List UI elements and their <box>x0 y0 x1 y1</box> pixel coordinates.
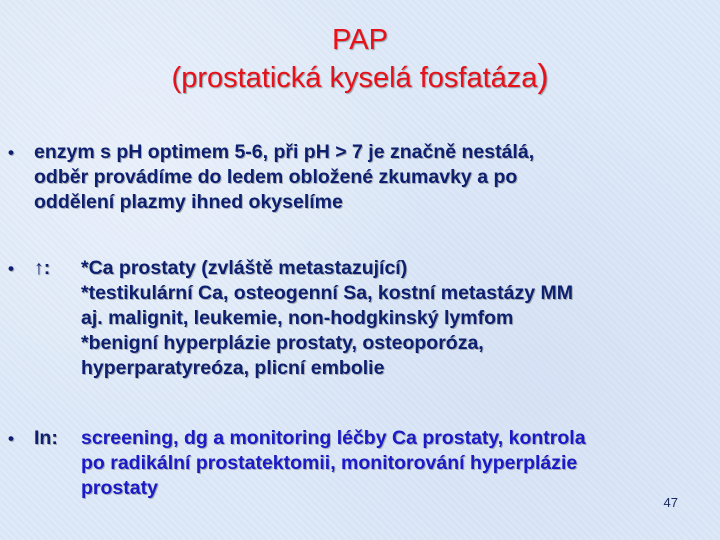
bullet-increased <box>8 256 708 381</box>
bullet-text <box>81 426 708 501</box>
bullet-text <box>34 140 708 215</box>
bullet-line: prostaty <box>81 477 158 499</box>
slide-title <box>0 22 720 96</box>
title-line-2 <box>0 58 720 96</box>
title-line-1: PAP <box>332 24 388 56</box>
bullet-line: oddělení plazmy ihned okyselíme <box>34 191 343 213</box>
indication-label: In: <box>34 427 58 449</box>
bullet-indications <box>8 426 708 501</box>
bullet-line: screening, dg a monitoring léčby Ca prostaty, kontrola <box>81 427 586 449</box>
bullet-line: odběr provádíme do ledem obložené zkumavky a po <box>34 166 518 188</box>
bullet-line: aj. malignit, leukemie, non-hodgkinský lymfom <box>81 307 514 329</box>
page-number: 47 <box>663 495 678 510</box>
bullet-line: *Ca prostaty (zvláště metastazující) <box>81 257 408 279</box>
increase-label: ↑: <box>34 257 51 279</box>
bullet-line: hyperparatyreóza, plicní embolie <box>81 357 385 379</box>
bullet-line: *benigní hyperplázie prostaty, osteoporóza, <box>81 332 484 354</box>
bullet-marker: • <box>8 143 14 162</box>
bullet-line: *testikulární Ca, osteogenní Sa, kostní metastázy MM <box>81 282 573 304</box>
title-line-2-paren: ) <box>537 57 549 94</box>
bullet-marker: • <box>8 429 14 448</box>
bullet-line: po radikální prostatektomii, monitorování hyperplázie <box>81 452 578 474</box>
bullet-text <box>81 256 708 381</box>
bullet-enzyme-stability <box>8 140 708 215</box>
bullet-marker: • <box>8 259 14 278</box>
title-line-2-text: (prostatická kyselá fosfatáza <box>171 62 538 94</box>
bullet-line: enzym s pH optimem 5-6, při pH > 7 je značně nestálá, <box>34 141 535 163</box>
